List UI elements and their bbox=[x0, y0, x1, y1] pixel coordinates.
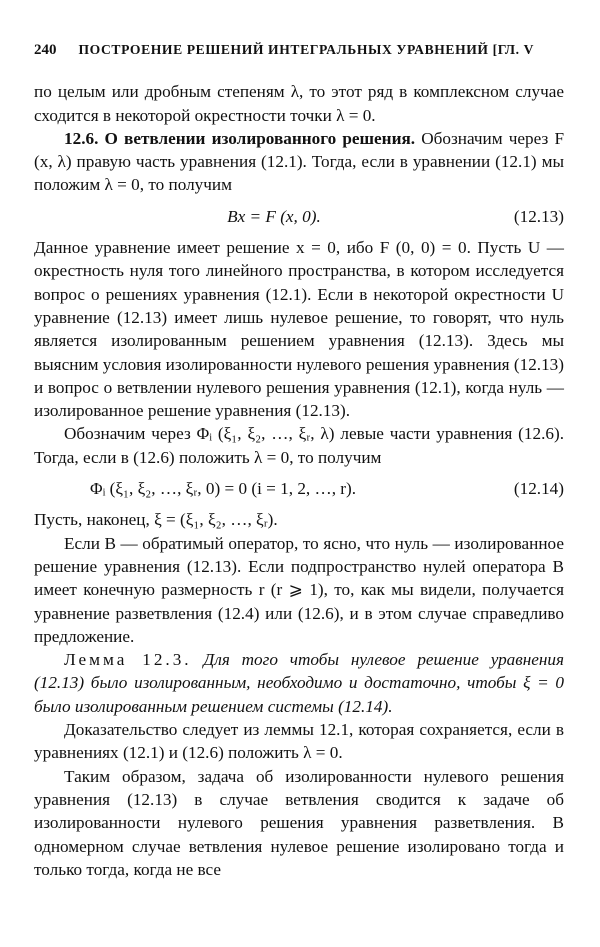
paragraph-conclusion: Таким образом, задача об изолированности нулевого решения уравнения (12.13) в случае ветвления сводится к задаче об изолированности нулевого решения уравнения разветвления. В одномерном случае ветвления нулевое решение изолировано тогда и только тогда, когда не все bbox=[34, 766, 564, 879]
equation-12-14-expression: Φᵢ (ξ₁, ξ₂, …, ξᵣ, 0) = 0 (i = 1, 2, …, r). bbox=[90, 479, 357, 499]
paragraph-proof: Доказательство следует из леммы 12.1, которая сохраняется, если в уравнениях (12.1) и (12.6) положить λ = 0. bbox=[34, 720, 564, 763]
paragraph-phi-definition: Обозначим через Φᵢ (ξ₁, ξ₂, …, ξᵣ, λ) левые части уравнения (12.6). Тогда, если в (12.6) положить λ = 0, то получим bbox=[34, 424, 564, 467]
equation-12-14-number: (12.14) bbox=[513, 479, 564, 499]
running-header bbox=[34, 38, 564, 62]
lemma-paragraph bbox=[34, 648, 564, 718]
equation-12-13-expression: Bx = F (x, 0). bbox=[227, 206, 321, 226]
page-number: 240 bbox=[34, 42, 57, 58]
equation-12-14 bbox=[34, 477, 564, 500]
lemma-label: Лемма 12.3. bbox=[64, 650, 192, 670]
equation-12-13 bbox=[34, 205, 564, 228]
equation-12-13-number: (12.13) bbox=[513, 206, 564, 226]
book-page bbox=[34, 38, 564, 881]
section-intro-text: Обозначим через F (x, λ) правую часть уравнения (12.1). Тогда, если в уравнении (12.1) мы положим λ = 0, то получим bbox=[34, 128, 564, 195]
section-paragraph bbox=[34, 127, 564, 197]
running-title: ПОСТРОЕНИЕ РЕШЕНИЙ ИНТЕГРАЛЬНЫХ УРАВНЕНИЙ [ГЛ. V bbox=[78, 42, 535, 57]
lemma-statement: Для того чтобы нулевое решение уравнения (12.13) было изолированным, необходимо и достаточно, чтобы ξ = 0 было изолированным решением системы (12.14). bbox=[34, 650, 565, 716]
paragraph-invertible-operator: Если B — обратимый оператор, то ясно, что нуль — изолированное решение уравнения (12.13). Если подпространство нулей оператора B имеет конечную размерность r (r ⩾ 1), то, как мы видели, получается уравнение разветвления (12.4) или (12.6), и в этом случае справедливо предложение. bbox=[34, 533, 564, 646]
paragraph-continuation: по целым или дробным степеням λ, то этот ряд в комплексном случае сходится в некоторой окрестности точки λ = 0. bbox=[34, 82, 564, 125]
paragraph-isolated-solution: Данное уравнение имеет решение x = 0, ибо F (0, 0) = 0. Пусть U — окрестность нуля того линейного пространства, в котором исследуется вопрос о решениях уравнения (12.1). Если в некоторой окрестности U уравнение (12.13) имеет лишь нулевое решение, то говорят, что нуль является изолированным решением уравнения (12.13). Здесь мы выясним условия изолированности нулевого решения уравнения (12.13) и вопрос о ветвлении нулевого решения уравнения (12.1), когда нуль — изолированное решение уравнения (12.13). bbox=[34, 238, 564, 421]
paragraph-xi-vector: Пусть, наконец, ξ = (ξ₁, ξ₂, …, ξᵣ). bbox=[34, 510, 278, 530]
section-title: 12.6. О ветвлении изолированного решения. bbox=[64, 128, 416, 148]
